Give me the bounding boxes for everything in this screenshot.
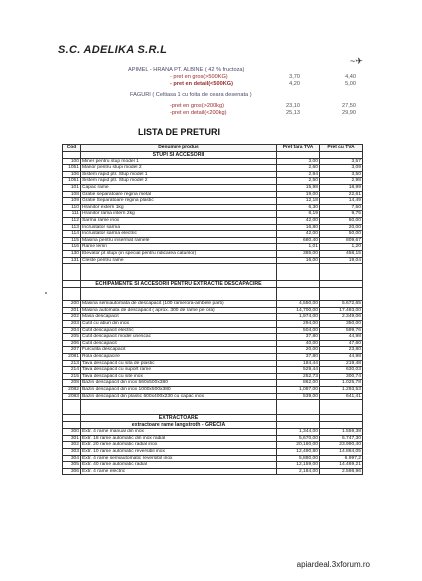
price-net-cell: 4,550,00 xyxy=(277,301,320,308)
table-row xyxy=(63,231,363,238)
product-name-cell: Masina pentru insermat ramele xyxy=(81,237,277,244)
code-cell: 100 xyxy=(63,158,81,165)
empty-cell xyxy=(320,151,363,158)
code-cell: 109 xyxy=(63,198,81,205)
table-row xyxy=(63,380,363,387)
product-name-cell: Cutit cu aburi din inox xyxy=(81,321,277,328)
code-cell: 305 xyxy=(63,462,81,469)
price-net-cell: 252,73 xyxy=(277,373,320,380)
price-net-cell: 12,159,00 xyxy=(277,462,320,469)
product-name-cell: Cutit descapacit xyxy=(81,340,277,347)
honey-wholesale-price-a: 3,70 xyxy=(289,74,300,80)
price-net-cell: 1,01 xyxy=(277,244,320,251)
code-cell: 2082 xyxy=(63,387,81,394)
empty-cell xyxy=(277,415,320,422)
price-gross-cell: 641,41 xyxy=(320,393,363,400)
faguri-wholesale-label: -pret en gros(>200kg) xyxy=(170,103,224,109)
column-header: Pret fara TVA xyxy=(277,145,320,152)
price-gross-cell: 22,61 xyxy=(320,191,363,198)
honey-wholesale-price-b: 4,40 xyxy=(345,74,356,80)
price-gross-cell: 7,50 xyxy=(320,204,363,211)
code-cell: 206 xyxy=(63,340,81,347)
empty-cell xyxy=(63,264,81,281)
section-subheader-row xyxy=(63,422,363,429)
table-row xyxy=(63,327,363,334)
code-cell: 108 xyxy=(63,191,81,198)
code-cell: 205 xyxy=(63,334,81,341)
table-row xyxy=(63,198,363,205)
price-gross-cell: 300,74 xyxy=(320,373,363,380)
code-cell: 2081 xyxy=(63,354,81,361)
code-cell: 131 xyxy=(63,257,81,264)
price-gross-cell: 18,99 xyxy=(320,184,363,191)
price-net-cell: 14,700,00 xyxy=(277,307,320,314)
empty-cell xyxy=(277,281,320,288)
price-net-cell: 184,44 xyxy=(277,360,320,367)
empty-cell xyxy=(320,288,363,301)
empty-cell xyxy=(277,400,320,415)
table-row xyxy=(63,367,363,374)
product-name-cell: Extr. 4 rame semiautomatic reversibil inox xyxy=(81,455,277,462)
code-cell: 113 xyxy=(63,224,81,231)
faguri-retail-price-a: 25,13 xyxy=(286,110,300,116)
product-name-cell: Tava descapacit cu site inox xyxy=(81,373,277,380)
table-row xyxy=(63,442,363,449)
table-row xyxy=(63,387,363,394)
table-header-row xyxy=(63,145,363,152)
spacer-row xyxy=(63,264,363,281)
product-name-cell: Extr. 18 rame automatic din inox radial xyxy=(81,435,277,442)
price-gross-cell: 3,09 xyxy=(320,165,363,172)
product-name-cell: Incrustator sarma xyxy=(81,224,277,231)
price-gross-cell: 630,03 xyxy=(320,367,363,374)
product-name-cell: Cutit descapacit electric xyxy=(81,327,277,334)
code-cell: 106 xyxy=(63,171,81,178)
section-header-row xyxy=(63,415,363,422)
code-cell: 207 xyxy=(63,347,81,354)
product-name-cell: Tava descapacit cu suport rame xyxy=(81,367,277,374)
empty-cell xyxy=(63,288,81,301)
product-name-cell: Rola descapacire xyxy=(81,354,277,361)
table-row xyxy=(63,373,363,380)
company-name: S.C. ADELIKA S.R.L xyxy=(58,44,168,56)
price-net-cell: 16,00 xyxy=(277,257,320,264)
price-net-cell: 8,19 xyxy=(277,211,320,218)
code-cell: 130 xyxy=(63,250,81,257)
table-row xyxy=(63,250,363,257)
product-name-cell: Hranitor rama intern 2kg xyxy=(81,211,277,218)
product-name-cell: Extr. 40 rame automatic radial xyxy=(81,462,277,469)
price-net-cell: 40,00 xyxy=(277,340,320,347)
code-cell: 1051 xyxy=(63,178,81,185)
price-net-cell: 15,98 xyxy=(277,184,320,191)
code-cell: 204 xyxy=(63,327,81,334)
honey-retail-label: - pret en detail(<500KG) xyxy=(170,81,233,87)
table-row xyxy=(63,334,363,341)
code-cell: 208 xyxy=(63,380,81,387)
price-net-cell: 42,00 xyxy=(277,217,320,224)
price-gross-cell: 458,15 xyxy=(320,250,363,257)
product-name-cell: Extr. 4 rame manual din inox xyxy=(81,429,277,436)
spacer-row xyxy=(63,288,363,301)
empty-cell xyxy=(63,415,81,422)
price-gross-cell: 2,98 xyxy=(320,178,363,185)
price-gross-cell: 14.864,05 xyxy=(320,448,363,455)
product-name-cell: Rame lemn xyxy=(81,244,277,251)
empty-cell xyxy=(277,422,320,429)
table-row xyxy=(63,321,363,328)
table-row xyxy=(63,244,363,251)
price-gross-cell: 1.025,78 xyxy=(320,380,363,387)
product-name-cell: Gratie separatoare regina metal xyxy=(81,191,277,198)
table-row xyxy=(63,257,363,264)
faguri-retail-price-b: 29,90 xyxy=(342,110,356,116)
product-name-cell: Masa descapacit xyxy=(81,314,277,321)
empty-cell xyxy=(320,422,363,429)
empty-cell xyxy=(320,415,363,422)
empty-cell xyxy=(320,281,363,288)
table-row xyxy=(63,360,363,367)
section-header-row xyxy=(63,281,363,288)
code-cell: 201 xyxy=(63,307,81,314)
empty-cell xyxy=(277,288,320,301)
product-name-cell: Bazin descapacit din inox 560x500x380 xyxy=(81,380,277,387)
price-gross-cell: 14.469,21 xyxy=(320,462,363,469)
price-net-cell: 2,94 xyxy=(277,171,320,178)
price-net-cell: 680,40 xyxy=(277,237,320,244)
price-gross-cell: 17.493,00 xyxy=(320,307,363,314)
section-title: extractoare rame langstroth - GRECIA xyxy=(81,422,277,429)
product-name-cell: Masina semiautomata de descapacit (100 rame/ora-ambele parti) xyxy=(81,301,277,308)
product-name-cell: Tava descapacit cu sita de plastic xyxy=(81,360,277,367)
table-row xyxy=(63,165,363,172)
price-gross-cell: 6.747,30 xyxy=(320,435,363,442)
product-name-cell: Cleste pentru rame xyxy=(81,257,277,264)
price-gross-cell: 219,48 xyxy=(320,360,363,367)
code-cell: 301 xyxy=(63,435,81,442)
table-row xyxy=(63,314,363,321)
price-net-cell: 3,00 xyxy=(277,158,320,165)
product-name-cell: Manor pentru stupi model 2 xyxy=(81,165,277,172)
table-row xyxy=(63,224,363,231)
empty-cell xyxy=(81,264,277,281)
table-row xyxy=(63,237,363,244)
section-title: EXTRACTOARE xyxy=(81,415,277,422)
price-gross-cell: 2.598,96 xyxy=(320,468,363,475)
code-cell: 303 xyxy=(63,448,81,455)
empty-cell xyxy=(277,151,320,158)
price-gross-cell: 809,67 xyxy=(320,237,363,244)
price-gross-cell: 47,60 xyxy=(320,340,363,347)
product-name-cell: Extr. 20 rame automatic radial inox xyxy=(81,442,277,449)
product-name-cell: Sarma rame inox xyxy=(81,217,277,224)
logo-icon: ~✈ xyxy=(350,56,363,66)
faguri-wholesale-price-a: 23,10 xyxy=(286,103,300,109)
product-name-cell: Incrustator sarma electric xyxy=(81,231,277,238)
price-net-cell: 19,00 xyxy=(277,191,320,198)
code-cell: 202 xyxy=(63,314,81,321)
code-cell: 300 xyxy=(63,429,81,436)
price-gross-cell: 23.990,40 xyxy=(320,442,363,449)
price-gross-cell: 50,00 xyxy=(320,231,363,238)
price-net-cell: 16,80 xyxy=(277,224,320,231)
price-gross-cell: 9,75 xyxy=(320,211,363,218)
price-gross-cell: 3,57 xyxy=(320,158,363,165)
table-row xyxy=(63,468,363,475)
price-net-cell: 1,974,00 xyxy=(277,314,320,321)
empty-cell xyxy=(320,264,363,281)
price-gross-cell: 2.349,06 xyxy=(320,314,363,321)
code-cell: 215 xyxy=(63,373,81,380)
product-name-cell: Sistem rapid ptr. Stup model 1 xyxy=(81,171,277,178)
empty-cell xyxy=(320,400,363,415)
page-title: LISTA DE PRETURI xyxy=(138,127,221,137)
code-cell: 306 xyxy=(63,468,81,475)
faguri-product-line: FAGURI ( Celtiasa 1 cu foita de ceara desenata ) xyxy=(130,92,252,98)
code-cell: 302 xyxy=(63,442,81,449)
empty-cell xyxy=(81,288,277,301)
footer-watermark: apiardeal.3xforum.ro xyxy=(296,560,370,569)
product-name-cell: Furculita descapacit xyxy=(81,347,277,354)
code-cell: 2083 xyxy=(63,393,81,400)
column-header: Denumire produs xyxy=(81,145,277,152)
honey-retail-price-b: 5,00 xyxy=(345,81,356,87)
product-name-cell: Cutit descapacit model unescac xyxy=(81,334,277,341)
code-cell: 112 xyxy=(63,217,81,224)
table-row xyxy=(63,455,363,462)
faguri-retail-label: -pret en detail(<200kg) xyxy=(170,110,227,116)
code-cell: 213 xyxy=(63,360,81,367)
table-row xyxy=(63,435,363,442)
price-net-cell: 385,00 xyxy=(277,250,320,257)
product-name-cell: Gratie Separatoare regina plastic xyxy=(81,198,277,205)
honey-product-line: APIMEL - HRANA PT. ALBINE ( 42 % fructoza) xyxy=(128,67,245,73)
price-gross-cell: 1,20 xyxy=(320,244,363,251)
price-net-cell: 504,00 xyxy=(277,327,320,334)
table-row xyxy=(63,347,363,354)
price-net-cell: 529,44 xyxy=(277,367,320,374)
price-net-cell: 37,80 xyxy=(277,334,320,341)
empty-cell xyxy=(81,400,277,415)
table-row xyxy=(63,217,363,224)
section-title: STUPI SI ACCESORII xyxy=(81,151,277,158)
spacer-row xyxy=(63,400,363,415)
price-gross-cell: 23,80 xyxy=(320,347,363,354)
code-cell: 200 xyxy=(63,301,81,308)
price-net-cell: 1,344,00 xyxy=(277,429,320,436)
price-net-cell: 12,490,80 xyxy=(277,448,320,455)
price-gross-cell: 1.293,53 xyxy=(320,387,363,394)
product-name-cell: Hranitor extern 1kg xyxy=(81,204,277,211)
table-row xyxy=(63,158,363,165)
price-gross-cell: 44,98 xyxy=(320,354,363,361)
price-gross-cell: 1.559,38 xyxy=(320,429,363,436)
code-cell: 101 xyxy=(63,184,81,191)
price-net-cell: 5,880,00 xyxy=(277,455,320,462)
price-net-cell: 12,18 xyxy=(277,198,320,205)
price-gross-cell: 20,00 xyxy=(320,224,363,231)
empty-cell xyxy=(63,400,81,415)
product-name-cell: Elevator pt stupi (in special pentru ridicarea caturilor) xyxy=(81,250,277,257)
price-net-cell: 5,670,00 xyxy=(277,435,320,442)
price-net-cell: 862,00 xyxy=(277,380,320,387)
price-net-cell: 294,00 xyxy=(277,321,320,328)
table-row xyxy=(63,340,363,347)
product-name-cell: Capac rame xyxy=(81,184,277,191)
code-cell: 203 xyxy=(63,321,81,328)
table-row xyxy=(63,178,363,185)
product-name-cell: Bazin descapacit din inox 1000x500x380 xyxy=(81,387,277,394)
table-row xyxy=(63,307,363,314)
section-title: ECHIPAMENTE SI ACCESORII PENTRU EXTRACTIE DESCAPACIRE xyxy=(81,281,277,288)
product-name-cell: Sistem rapid ptr. Stup model 2 xyxy=(81,178,277,185)
price-net-cell: 1,087,00 xyxy=(277,387,320,394)
table-row xyxy=(63,354,363,361)
column-header: Pret cu TVA xyxy=(320,145,363,152)
code-cell: 304 xyxy=(63,455,81,462)
price-gross-cell: 44,98 xyxy=(320,334,363,341)
product-name-cell: Miner pentru stup model 1 xyxy=(81,158,277,165)
code-cell: 1051 xyxy=(63,165,81,172)
price-net-cell: 539,00 xyxy=(277,393,320,400)
table-row xyxy=(63,204,363,211)
table-row xyxy=(63,448,363,455)
price-net-cell: 20,160,00 xyxy=(277,442,320,449)
honey-retail-price-a: 4,20 xyxy=(289,81,300,87)
empty-cell xyxy=(63,281,81,288)
price-net-cell: 42,00 xyxy=(277,231,320,238)
section-header-row xyxy=(63,151,363,158)
faguri-wholesale-price-b: 27,50 xyxy=(342,103,356,109)
price-gross-cell: 3,50 xyxy=(320,171,363,178)
code-cell: 110 xyxy=(63,204,81,211)
price-gross-cell: 5.672,65 xyxy=(320,301,363,308)
empty-cell xyxy=(277,264,320,281)
price-net-cell: 6,30 xyxy=(277,204,320,211)
table-row xyxy=(63,211,363,218)
code-cell: 214 xyxy=(63,367,81,374)
price-net-cell: 37,80 xyxy=(277,354,320,361)
table-row xyxy=(63,191,363,198)
code-cell: 115 xyxy=(63,237,81,244)
price-gross-cell: 14,49 xyxy=(320,198,363,205)
price-gross-cell: 50,00 xyxy=(320,217,363,224)
table-row xyxy=(63,462,363,469)
code-cell: 114 xyxy=(63,231,81,238)
price-gross-cell: 350,00 xyxy=(320,321,363,328)
table-row xyxy=(63,184,363,191)
product-name-cell: Masina automata de descapacit ( aprox. 300 de rame pe ora) xyxy=(81,307,277,314)
empty-cell xyxy=(63,422,81,429)
empty-cell xyxy=(63,151,81,158)
price-net-cell: 2,50 xyxy=(277,178,320,185)
table-row xyxy=(63,429,363,436)
product-name-cell: Bazin descapacit din plastic 600x400x230 cu capac inox xyxy=(81,393,277,400)
code-cell: 116 xyxy=(63,244,81,251)
table-row xyxy=(63,393,363,400)
product-name-cell: Extr. 4 rame electric xyxy=(81,468,277,475)
price-table xyxy=(62,144,363,475)
price-net-cell: 2,184,00 xyxy=(277,468,320,475)
table-row xyxy=(63,171,363,178)
code-cell: 111 xyxy=(63,211,81,218)
product-name-cell: Extr. 10 rame automatic reversibil inox xyxy=(81,448,277,455)
table-row xyxy=(63,301,363,308)
price-gross-cell: 19,04 xyxy=(320,257,363,264)
price-net-cell: 20,00 xyxy=(277,347,320,354)
column-header: Cod xyxy=(63,145,81,152)
scan-mark xyxy=(45,292,47,294)
price-gross-cell: 599,76 xyxy=(320,327,363,334)
honey-wholesale-label: - pret en gros(>500KG) xyxy=(170,74,228,80)
price-gross-cell: 6.997,2 xyxy=(320,455,363,462)
price-net-cell: 2,60 xyxy=(277,165,320,172)
